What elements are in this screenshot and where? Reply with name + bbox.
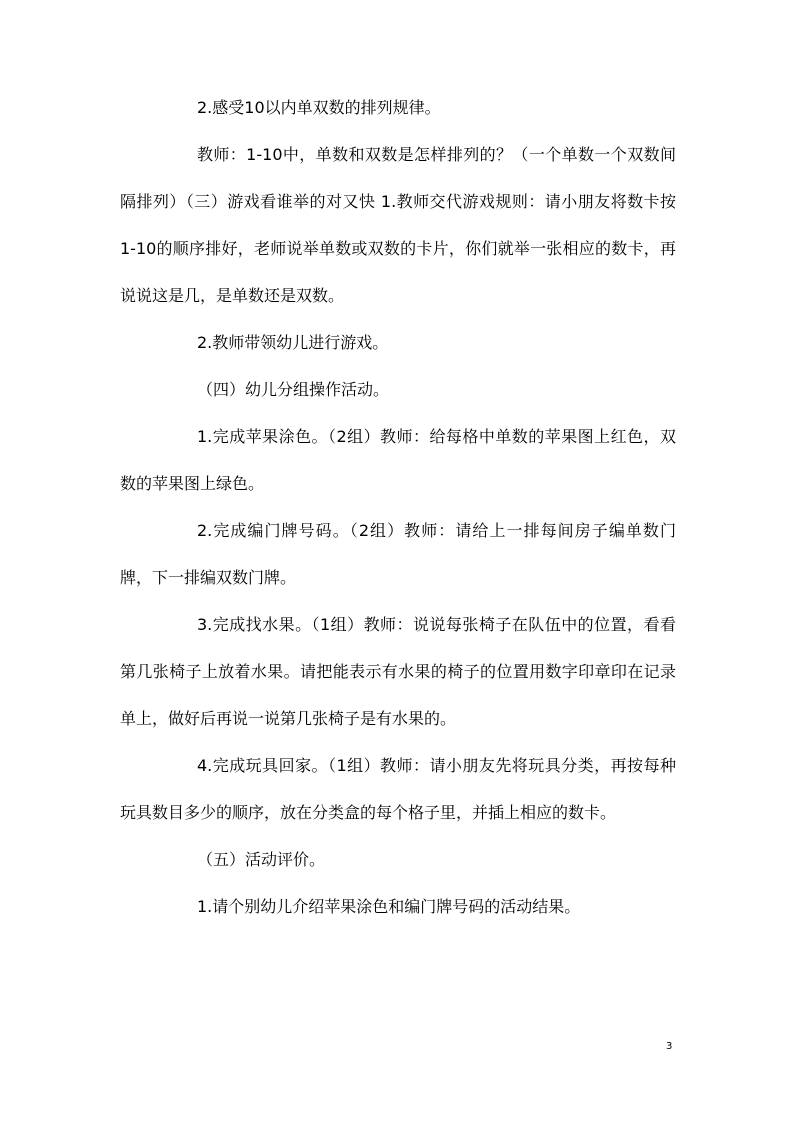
section-heading-group-activity: （四）幼儿分组操作活动。	[197, 380, 390, 399]
document-body	[120, 84, 676, 930]
paragraph-teacher-question-and-game: 教师：1-10中，单数和双数是怎样排列的？（一个单数一个双数间隔排列）（三）游戏看谁举的对又快 1.教师交代游戏规则：请小朋友将数卡按1-10的顺序排好，老师说举单数或双数的卡片，你们就举一张相应的数卡，再说说这是几，是单数还是双数。	[120, 145, 676, 305]
paragraph-toys-home: 4.完成玩具回家。（1组）教师：请小朋友先将玩具分类，再按每种玩具数目多少的顺序，放在分类盒的每个格子里，并插上相应的数卡。	[120, 756, 676, 822]
paragraph-teacher-leads-game: 2.教师带领幼儿进行游戏。	[197, 333, 389, 352]
section-heading-evaluation: （五）活动评价。	[197, 850, 326, 869]
paragraph-evaluation-item: 1.请个别幼儿介绍苹果涂色和编门牌号码的活动结果。	[197, 897, 581, 916]
paragraph-apple-coloring: 1.完成苹果涂色。（2组）教师：给每格中单数的苹果图上红色，双数的苹果图上绿色。	[120, 427, 676, 493]
paragraph-door-numbers: 2.完成编门牌号码。（2组）教师：请给上一排每间房子编单数门牌，下一排编双数门牌。	[120, 521, 676, 587]
paragraph-comparison-goal: 2.感受10以内单双数的排列规律。	[197, 98, 441, 117]
paragraph-find-fruit: 3.完成找水果。（1组）教师：说说每张椅子在队伍中的位置，看看第几张椅子上放着水果。请把能表示有水果的椅子的位置用数字印章印在记录单上，做好后再说一说第几张椅子是有水果的。	[120, 615, 676, 728]
page-number: 3	[666, 1041, 673, 1052]
